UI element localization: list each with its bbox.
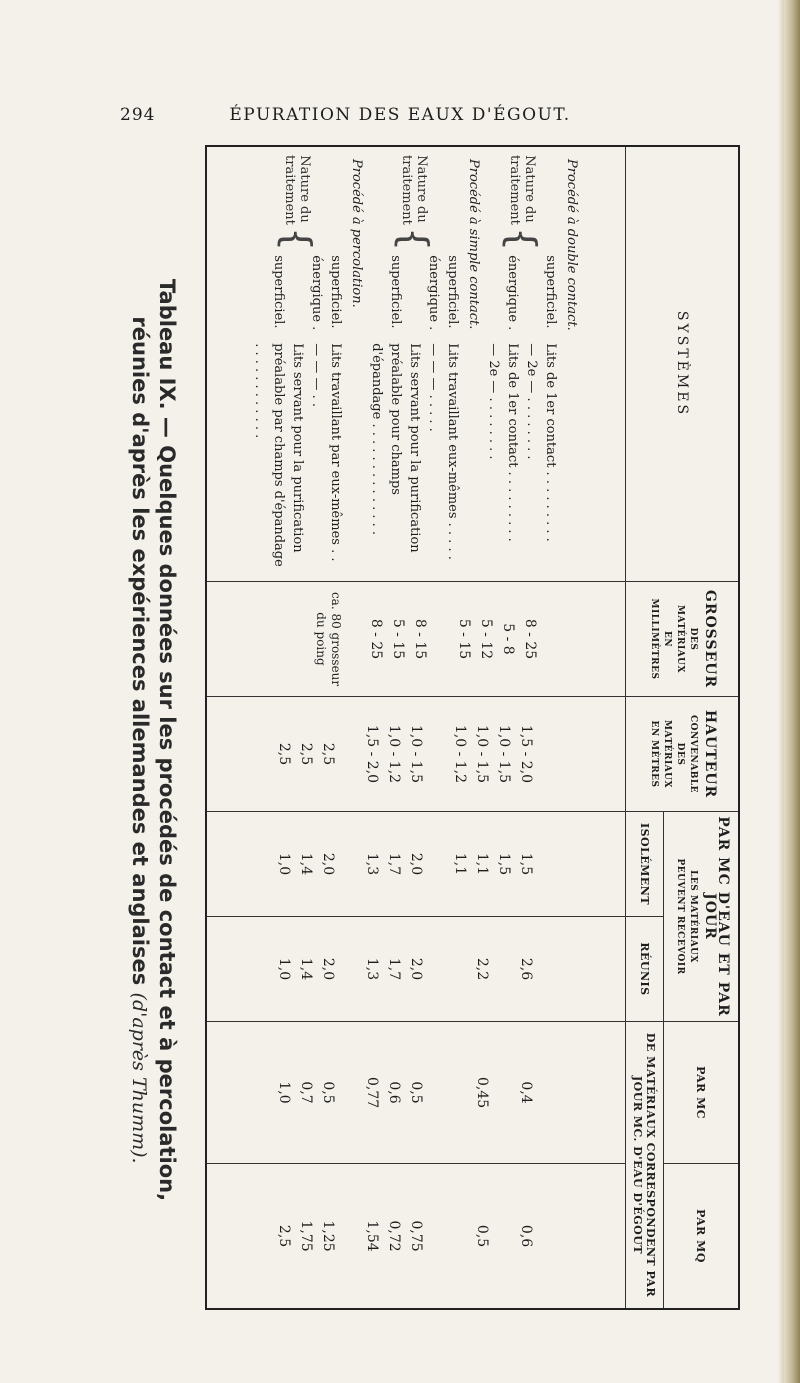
- section-simple-contact: Nature du traitement { superficiel. Lits travaillant eux-mêmes . . . . . énergique . — — — . . . . . superficiel. Lits servant pour la purification préalable pour champs d'épandage . . . . . . . . . . . . . .: [368, 155, 460, 560]
- section-heading: Procédé à percolation.: [348, 159, 364, 308]
- value-isolement: 1,5: [517, 852, 534, 876]
- value-isolement: 1,4: [297, 852, 314, 876]
- value-par-mq: 0,5: [473, 1224, 490, 1248]
- value-par-mc: 0,5: [407, 1081, 424, 1104]
- value-par-mq: 0,72: [385, 1220, 402, 1252]
- value-isolement: 1,0: [275, 852, 292, 876]
- section-double-contact: Nature du traitement { superficiel. Lits de 1er contact . . . . . . . . . — 2e — . . . . . . . . énergique . Lits de 1er contact . . . . . . . . . — 2e — . . . . . . . .: [485, 155, 558, 542]
- value-par-mq: [493, 1166, 515, 1306]
- value-isolement: 1,5: [495, 852, 512, 876]
- value-par-mq: 1,54: [363, 1220, 380, 1252]
- value-hauteur: 1,0 - 1,2: [385, 724, 402, 784]
- value-isolement: 2,0: [407, 852, 424, 876]
- par-mc-values: [206, 1022, 625, 1164]
- value-reunis: 1,3: [363, 957, 380, 981]
- value-grosseur: 5 - 15: [389, 618, 406, 660]
- value-isolement: 1,1: [451, 852, 468, 876]
- page-number: 294: [120, 105, 156, 125]
- value-par-mc: 1,0: [275, 1081, 292, 1104]
- reunis-values: [206, 917, 625, 1022]
- value-par-mc: 0,5: [319, 1081, 336, 1104]
- page-header: [0, 105, 800, 129]
- value-grosseur: 5 - 8: [499, 623, 516, 655]
- header-isolement: ISOLÉMENT: [625, 812, 663, 917]
- value-grosseur: 8 - 15: [411, 618, 428, 660]
- value-par-mc: 0,45: [473, 1076, 490, 1109]
- value-par-mc: [449, 1024, 471, 1161]
- value-par-mc: 0,7: [297, 1081, 314, 1104]
- value-par-mq: 2,5: [275, 1224, 292, 1248]
- value-isolement: 1,1: [473, 852, 490, 876]
- header-correspondent: DE MATÉRIAUX CORRESPONDENT PAR JOUR MC. D'EAU D'ÉGOUT: [625, 1022, 663, 1310]
- value-par-mc: 0,77: [363, 1076, 380, 1109]
- value-par-mq: 0,75: [407, 1220, 424, 1252]
- value-hauteur: 2,5: [297, 742, 314, 766]
- value-reunis: 2,2: [473, 957, 490, 981]
- value-reunis: [493, 919, 515, 1019]
- par-mq-values: [206, 1164, 625, 1309]
- grosseur-values: [206, 582, 625, 697]
- data-table: [205, 145, 740, 1310]
- header-hauteur: HAUTEUR CONVENABLE DES MATÉRIAUX EN MÈTRES: [625, 697, 739, 812]
- value-grosseur: 5 - 15: [455, 618, 472, 660]
- value-hauteur: 1,5 - 2,0: [517, 724, 534, 784]
- header-reunis: RÉUNIS: [625, 917, 663, 1022]
- isolement-values: [206, 812, 625, 917]
- table-body-row: [206, 146, 625, 1309]
- caption-source: (d'après Thumm).: [128, 992, 150, 1164]
- section-percolation: Nature du traitement { superficiel. Lits travaillant par eux-mêmes . . énergique . — — — . . superficiel. Lits servant pour la purification préalable par champs d'épandage . . . . . . . . . . . .: [251, 155, 343, 567]
- value-hauteur: 1,0 - 1,5: [495, 724, 512, 784]
- systems-cell: [206, 146, 625, 582]
- value-par-mc: [493, 1024, 515, 1161]
- value-isolement: 1,3: [363, 852, 380, 876]
- value-reunis: 2,0: [407, 957, 424, 981]
- value-hauteur: 2,5: [319, 742, 336, 766]
- value-reunis: 1,4: [297, 957, 314, 981]
- value-par-mq: 1,75: [297, 1220, 314, 1252]
- rotated-table-block: [100, 155, 740, 1300]
- value-hauteur: 1,0 - 1,2: [451, 724, 468, 784]
- section-heading: Procédé à simple contact.: [465, 159, 481, 330]
- header-par-mq: PAR MQ: [664, 1164, 740, 1309]
- brace-icon: {: [392, 227, 437, 252]
- header-systemes: SYSTÈMES: [625, 146, 739, 582]
- value-hauteur: 1,0 - 1,5: [473, 724, 490, 784]
- value-grosseur: 8 - 25: [521, 618, 538, 660]
- value-hauteur: 1,0 - 1,5: [407, 724, 424, 784]
- caption-line-2: réunies d'après les expériences allemandes et anglaises (d'après Thumm).: [128, 316, 152, 1164]
- page-edge-fade: [778, 0, 784, 1383]
- value-par-mq: 0,6: [517, 1224, 534, 1248]
- running-title: ÉPURATION DES EAUX D'ÉGOUT.: [229, 105, 571, 125]
- value-reunis: 2,6: [517, 957, 534, 981]
- nature-label: Nature du traitement: [399, 155, 430, 225]
- value-par-mc: 0,6: [385, 1081, 402, 1104]
- value-isolement: 2,0: [319, 852, 336, 876]
- table-caption: [125, 180, 180, 1300]
- value-par-mc: 0,4: [517, 1081, 534, 1104]
- table-header-row: [664, 146, 740, 1309]
- page-edge-shadow: [784, 0, 800, 1383]
- value-grosseur: [291, 584, 313, 694]
- value-hauteur: 2,5: [275, 742, 292, 766]
- header-grosseur: GROSSEUR DES MATÉRIAUX EN MILLIMÈTRES: [625, 582, 739, 697]
- brace-icon: {: [275, 227, 320, 252]
- value-reunis: 1,7: [385, 957, 402, 981]
- value-hauteur: 1,5 - 2,0: [363, 724, 380, 784]
- hauteur-values: [206, 697, 625, 812]
- caption-line-1: Tableau IX. — Quelques données sur les procédés de contact et à percolation,: [155, 278, 179, 1202]
- value-grosseur: 5 - 12: [477, 618, 494, 660]
- value-reunis: 2,0: [319, 957, 336, 981]
- value-grosseur: [269, 584, 291, 694]
- header-par-mc: PAR MC: [664, 1022, 740, 1164]
- value-grosseur: 8 - 25: [367, 618, 384, 660]
- nature-label: Nature du traitement: [506, 155, 537, 225]
- value-par-mq: [449, 1166, 471, 1306]
- value-reunis: 1,0: [275, 957, 292, 981]
- value-par-mq: 1,25: [319, 1220, 336, 1252]
- nature-label: Nature du traitement: [282, 155, 313, 225]
- value-grosseur: ca. 80 grosseur du poing: [313, 591, 343, 687]
- value-isolement: 1,7: [385, 852, 402, 876]
- brace-icon: {: [499, 227, 544, 252]
- value-reunis: [449, 919, 471, 1019]
- section-heading: Procédé à double contact.: [563, 159, 579, 331]
- header-par-mc-eau: PAR MC D'EAU ET PAR JOUR LES MATÉRIAUX PEUVENT RECEVOIR: [664, 812, 740, 1022]
